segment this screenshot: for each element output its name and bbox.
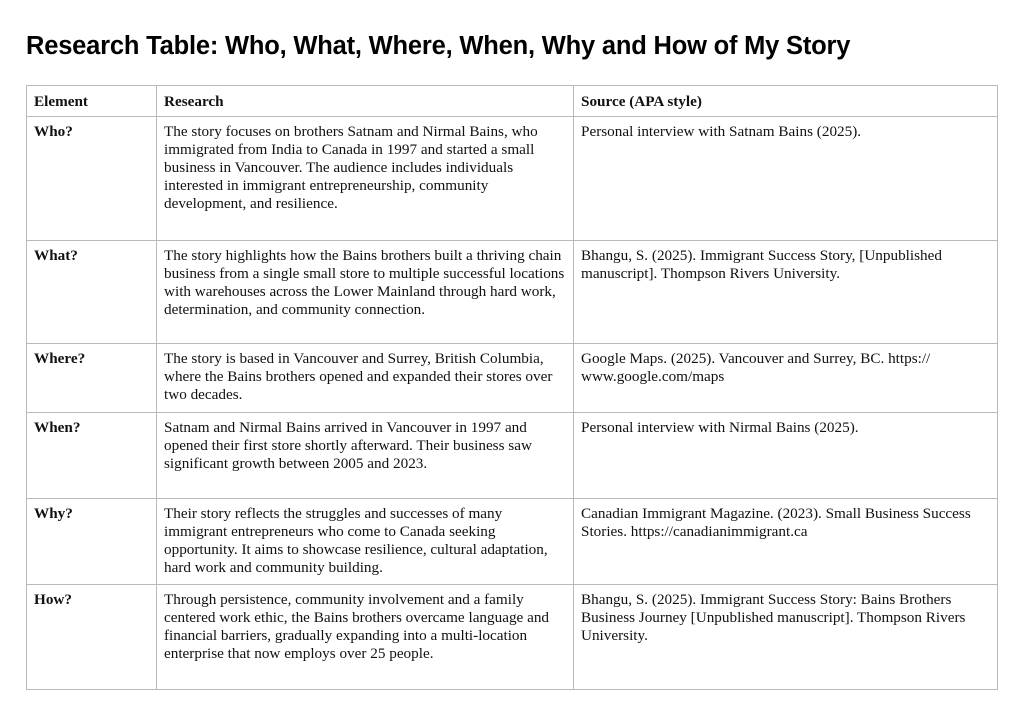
- table-row-when: [27, 413, 998, 499]
- source-cell: Personal interview with Satnam Bains (2025).: [574, 117, 998, 241]
- column-header-source: Source (APA style): [574, 86, 998, 117]
- table-row-who: [27, 117, 998, 241]
- element-cell: Where?: [27, 344, 157, 413]
- source-cell: Bhangu, S. (2025). Immigrant Success Story: Bains Brothers Business Journey [Unpublished manuscript]. Thompson Rivers University.: [574, 585, 998, 690]
- element-cell: How?: [27, 585, 157, 690]
- source-cell: Canadian Immigrant Magazine. (2023). Small Business Success Stories. https://canadianimmigrant.ca: [574, 499, 998, 585]
- research-cell: The story highlights how the Bains brothers built a thriving chain business from a single small store to multiple successful locations with warehouses across the Lower Mainland through hard work, determination, and community connection.: [157, 241, 574, 344]
- element-cell: Why?: [27, 499, 157, 585]
- research-cell: The story is based in Vancouver and Surrey, British Columbia, where the Bains brothers opened and expanded their stores over two decades.: [157, 344, 574, 413]
- table-header-row: [27, 86, 998, 117]
- table-row-what: [27, 241, 998, 344]
- source-cell: Personal interview with Nirmal Bains (2025).: [574, 413, 998, 499]
- research-table: [26, 85, 998, 690]
- table-row-how: [27, 585, 998, 690]
- table-row-why: [27, 499, 998, 585]
- research-cell: Through persistence, community involvement and a family centered work ethic, the Bains brothers overcame language and financial barriers, gradually expanding into a multi-location enterprise that now employs over 25 people.: [157, 585, 574, 690]
- source-cell: Google Maps. (2025). Vancouver and Surrey, BC. https:// www.google.com/maps: [574, 344, 998, 413]
- element-cell: When?: [27, 413, 157, 499]
- research-cell: Their story reflects the struggles and successes of many immigrant entrepreneurs who come to Canada seeking opportunity. It aims to showcase resilience, cultural adaptation, hard work and community building.: [157, 499, 574, 585]
- table-row-where: [27, 344, 998, 413]
- element-cell: What?: [27, 241, 157, 344]
- source-cell: Bhangu, S. (2025). Immigrant Success Story, [Unpublished manuscript]. Thompson Rivers University.: [574, 241, 998, 344]
- page-title: Research Table: Who, What, Where, When, Why and How of My Story: [26, 32, 851, 60]
- research-cell: Satnam and Nirmal Bains arrived in Vancouver in 1997 and opened their first store shortly afterward. Their business saw significant growth between 2005 and 2023.: [157, 413, 574, 499]
- column-header-research: Research: [157, 86, 574, 117]
- column-header-element: Element: [27, 86, 157, 117]
- element-cell: Who?: [27, 117, 157, 241]
- research-cell: The story focuses on brothers Satnam and Nirmal Bains, who immigrated from India to Canada in 1997 and started a small business in Vancouver. The audience includes individuals interested in immigrant entrepreneurship, community development, and resilience.: [157, 117, 574, 241]
